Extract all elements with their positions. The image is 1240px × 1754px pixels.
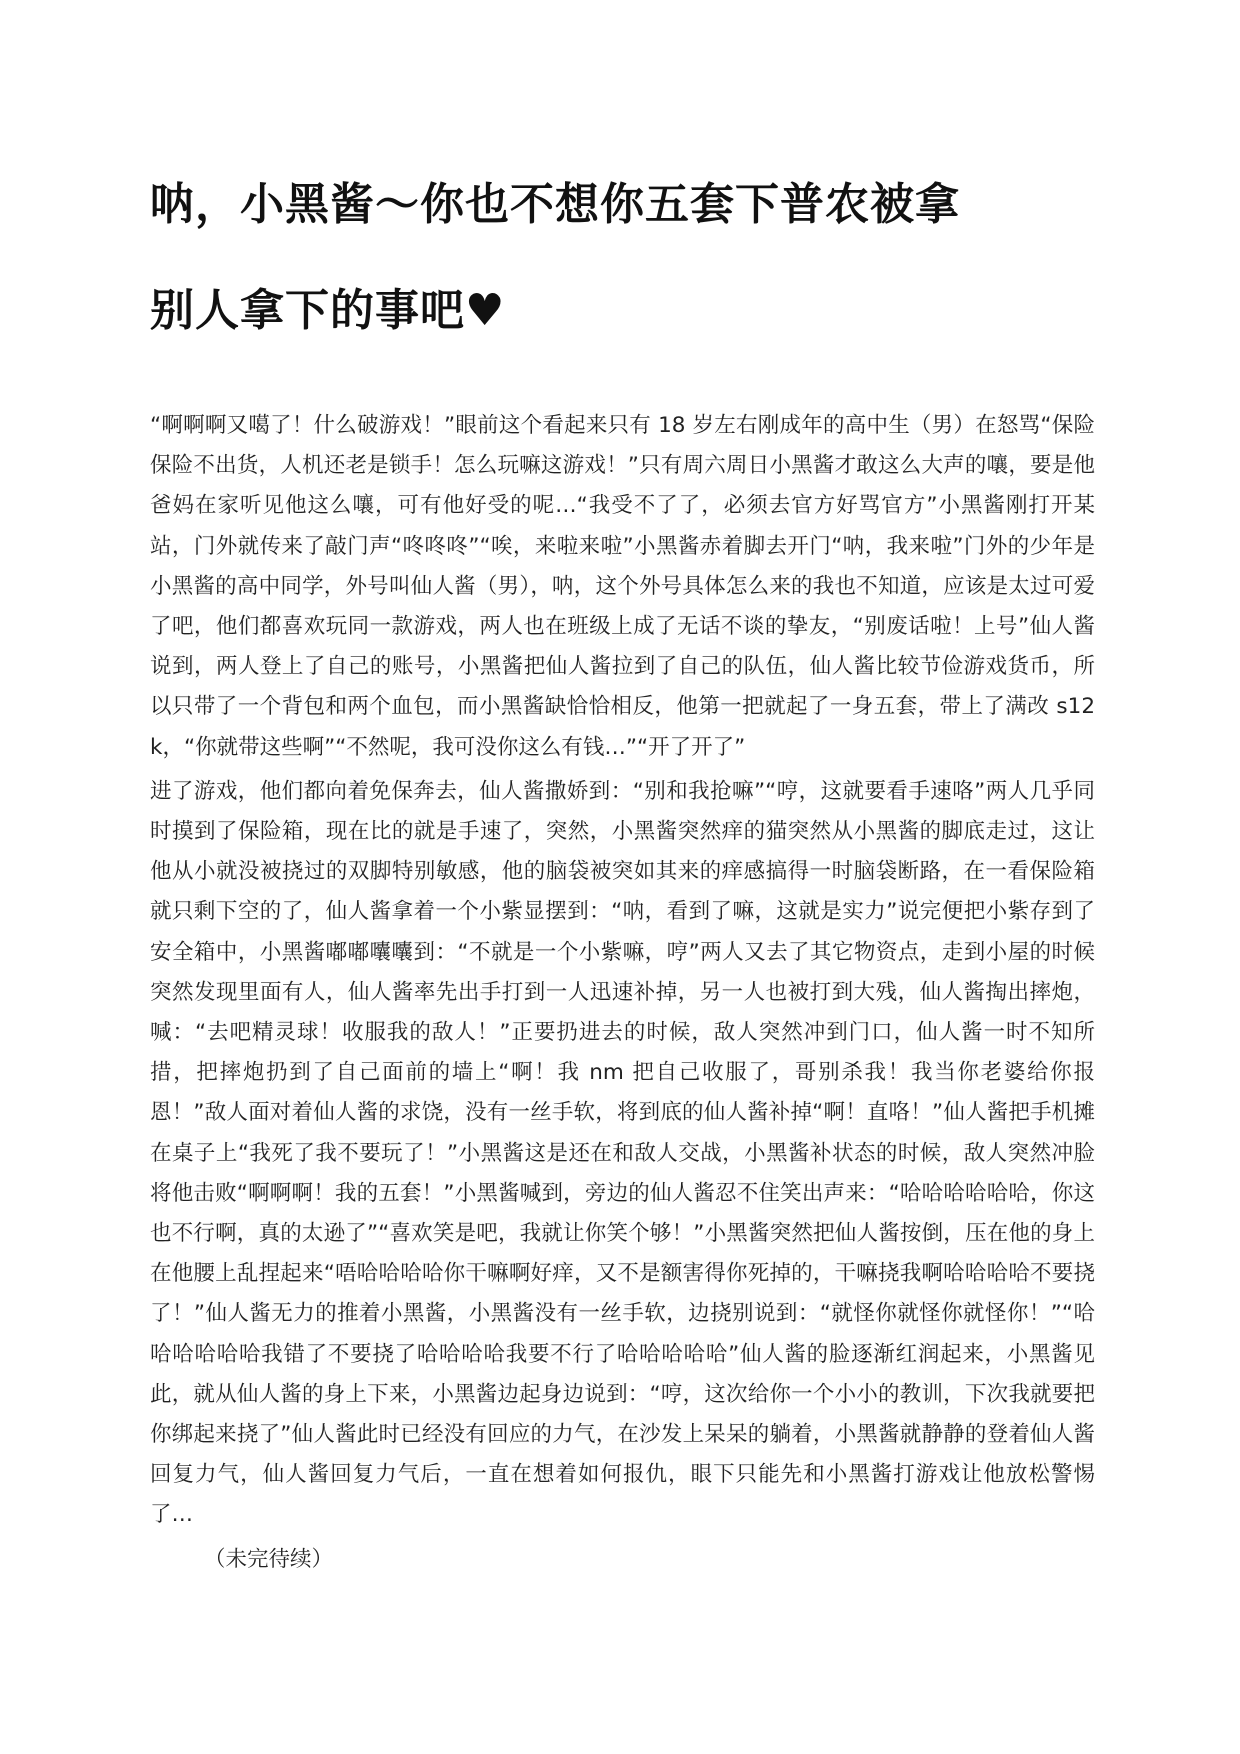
title-line-1: 呐，小黑酱～你也不想你五套下普农被拿 (150, 179, 960, 230)
document-title (150, 0, 1095, 378)
to-be-continued-note: （未完待续） (204, 1546, 334, 1572)
document-body (150, 406, 1095, 1580)
heart-icon: ♥ (465, 285, 506, 336)
paragraph-1: “啊啊啊又噶了！什么破游戏！”眼前这个看起来只有 18 岁左右刚成年的高中生（男）在怒骂“保险保险不出货，人机还老是锁手！怎么玩嘛这游戏！”只有周六周日小黑酱才敢这么大声的嚷，要是他爸妈在家听见他这么嚷，可有他好受的呢…“我受不了了，必须去官方好骂官方”小黑酱刚打开某站，门外就传来了敲门声“咚咚咚”“唉，来啦来啦”小黑酱赤着脚去开门“呐，我来啦”门外的少年是小黑酱的高中同学，外号叫仙人酱（男），呐，这个外号具体怎么来的我也不知道，应该是太过可爱了吧，他们都喜欢玩同一款游戏，两人也在班级上成了无话不谈的挚友，“别废话啦！上号”仙人酱说到，两人登上了自己的账号，小黑酱把仙人酱拉到了自己的队伍，仙人酱比较节俭游戏货币，所以只带了一个背包和两个血包，而小黑酱缺恰恰相反，他第一把就起了一身五套，带上了满改 s12k，“你就带这些啊”“不然呢，我可没你这么有钱…”“开了开了” (150, 413, 1095, 760)
title-line-2-text: 别人拿下的事吧 (150, 285, 465, 336)
document-page (150, 0, 1095, 1580)
paragraph-2: 进了游戏，他们都向着免保奔去，仙人酱撒娇到：“别和我抢嘛”“哼，这就要看手速咯”两人几乎同时摸到了保险箱，现在比的就是手速了，突然，小黑酱突然痒的猫突然从小黑酱的脚底走过，这让他从小就没被挠过的双脚特别敏感，他的脑袋被突如其来的痒感搞得一时脑袋断路，在一看保险箱就只剩下空的了，仙人酱拿着一个小紫显摆到：“呐，看到了嘛，这就是实力”说完便把小紫存到了安全箱中，小黑酱嘟嘟囔囔到：“不就是一个小紫嘛，哼”两人又去了其它物资点，走到小屋的时候突然发现里面有人，仙人酱率先出手打到一人迅速补掉，另一人也被打到大残，仙人酱掏出摔炮，喊：“去吧精灵球！收服我的敌人！”正要扔进去的时候，敌人突然冲到门口，仙人酱一时不知所措，把摔炮扔到了自己面前的墙上“啊！我 nm 把自己收服了，哥别杀我！我当你老婆给你报恩！”敌人面对着仙人酱的求饶，没有一丝手软，将到底的仙人酱补掉“啊！直咯！”仙人酱把手机摊在桌子上“我死了我不要玩了！”小黑酱这是还在和敌人交战，小黑酱补状态的时候，敌人突然冲脸将他击败“啊啊啊！我的五套！”小黑酱喊到，旁边的仙人酱忍不住笑出声来：“哈哈哈哈哈哈，你这也不行啊，真的太逊了”“喜欢笑是吧，我就让你笑个够！”小黑酱突然把仙人酱按倒，压在他的身上在他腰上乱捏起来“唔哈哈哈哈你干嘛啊好痒，又不是额害得你死掉的，干嘛挠我啊哈哈哈哈不要挠了！”仙人酱无力的推着小黑酱，小黑酱没有一丝手软，边挠别说到：“就怪你就怪你就怪你！”“哈哈哈哈哈哈我错了不要挠了哈哈哈哈我要不行了哈哈哈哈哈”仙人酱的脸逐渐红润起来，小黑酱见此，就从仙人酱的身上下来，小黑酱边起身边说到：“哼，这次给你一个小小的教训，下次我就要把你绑起来挠了”仙人酱此时已经没有回应的力气，在沙发上呆呆的躺着，小黑酱就静静的登着仙人酱回复力气，仙人酱回复力气后，一直在想着如何报仇，眼下只能先和小黑酱打游戏让他放松警惕了… (150, 778, 1095, 1528)
